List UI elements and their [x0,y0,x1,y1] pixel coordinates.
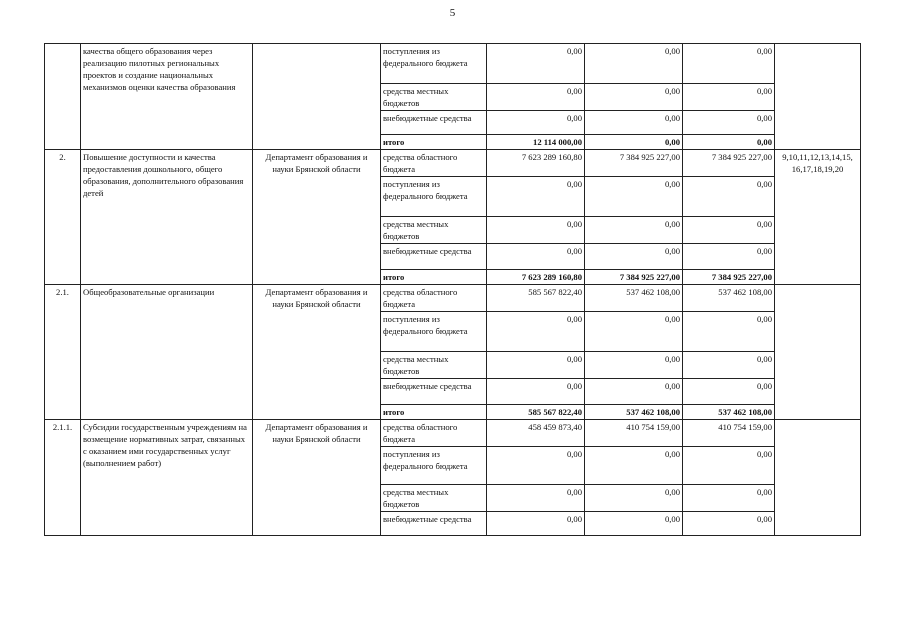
amount-year-3: 0,00 [683,135,775,150]
item-department: Департамент образования и науки Брянской области [253,150,381,285]
funding-source: итого [381,135,487,150]
amount-year-1: 0,00 [487,379,585,405]
amount-year-2: 0,00 [585,352,683,379]
amount-year-2: 0,00 [585,111,683,135]
item-targets [775,420,861,536]
funding-source: средства областного бюджета [381,150,487,177]
amount-year-1: 585 567 822,40 [487,405,585,420]
amount-year-1: 458 459 873,40 [487,420,585,447]
amount-year-3: 0,00 [683,352,775,379]
funding-source: внебюджетные средства [381,244,487,270]
amount-year-2: 0,00 [585,177,683,217]
amount-year-3: 0,00 [683,44,775,84]
amount-year-2: 0,00 [585,379,683,405]
amount-year-3: 410 754 159,00 [683,420,775,447]
amount-year-1: 0,00 [487,485,585,512]
funding-source: средства областного бюджета [381,420,487,447]
amount-year-3: 7 384 925 227,00 [683,150,775,177]
funding-source: итого [381,405,487,420]
table-row [45,44,861,84]
amount-year-3: 537 462 108,00 [683,405,775,420]
amount-year-1: 0,00 [487,84,585,111]
amount-year-2: 537 462 108,00 [585,405,683,420]
amount-year-2: 0,00 [585,447,683,485]
amount-year-2: 0,00 [585,512,683,536]
item-department: Департамент образования и науки Брянской области [253,420,381,536]
item-number: 2.1.1. [45,420,81,536]
amount-year-3: 0,00 [683,177,775,217]
amount-year-1: 7 623 289 160,80 [487,150,585,177]
item-name: качества общего образования через реализацию пилотных региональных проектов и создание национальных механизмов оценки качества образования [81,44,253,150]
funding-source: поступления из федерального бюджета [381,447,487,485]
amount-year-3: 0,00 [683,111,775,135]
funding-source: поступления из федерального бюджета [381,177,487,217]
amount-year-2: 410 754 159,00 [585,420,683,447]
amount-year-3: 0,00 [683,379,775,405]
amount-year-1: 0,00 [487,312,585,352]
item-targets [775,285,861,420]
amount-year-3: 537 462 108,00 [683,285,775,312]
amount-year-1: 0,00 [487,111,585,135]
item-number [45,44,81,150]
amount-year-1: 12 114 000,00 [487,135,585,150]
table-row [45,420,861,447]
funding-source: поступления из федерального бюджета [381,44,487,84]
amount-year-2: 0,00 [585,485,683,512]
amount-year-3: 7 384 925 227,00 [683,270,775,285]
funding-source: средства местных бюджетов [381,485,487,512]
amount-year-1: 585 567 822,40 [487,285,585,312]
amount-year-1: 0,00 [487,217,585,244]
amount-year-3: 0,00 [683,447,775,485]
item-department: Департамент образования и науки Брянской области [253,285,381,420]
amount-year-1: 0,00 [487,177,585,217]
funding-source: внебюджетные средства [381,512,487,536]
amount-year-2: 7 384 925 227,00 [585,150,683,177]
amount-year-1: 0,00 [487,512,585,536]
page-number: 5 [449,7,456,19]
amount-year-2: 537 462 108,00 [585,285,683,312]
amount-year-1: 0,00 [487,447,585,485]
item-number: 2. [45,150,81,285]
amount-year-3: 0,00 [683,244,775,270]
funding-source: средства местных бюджетов [381,352,487,379]
table-row [45,150,861,177]
amount-year-1: 0,00 [487,244,585,270]
amount-year-2: 0,00 [585,84,683,111]
amount-year-3: 0,00 [683,485,775,512]
item-number: 2.1. [45,285,81,420]
amount-year-1: 0,00 [487,44,585,84]
funding-source: итого [381,270,487,285]
amount-year-2: 0,00 [585,135,683,150]
item-name: Повышение доступности и качества предоставления дошкольного, общего образования, дополнительного образования детей [81,150,253,285]
amount-year-3: 0,00 [683,312,775,352]
item-department [253,44,381,150]
funding-source: внебюджетные средства [381,111,487,135]
amount-year-2: 0,00 [585,312,683,352]
amount-year-3: 0,00 [683,512,775,536]
budget-table [44,43,861,536]
item-name: Субсидии государственным учреждениям на возмещение нормативных затрат, связанных с оказанием ими государственных услуг (выполнением работ) [81,420,253,536]
funding-source: поступления из федерального бюджета [381,312,487,352]
amount-year-2: 0,00 [585,44,683,84]
amount-year-1: 7 623 289 160,80 [487,270,585,285]
amount-year-3: 0,00 [683,84,775,111]
funding-source: средства местных бюджетов [381,84,487,111]
funding-source: средства областного бюджета [381,285,487,312]
amount-year-3: 0,00 [683,217,775,244]
amount-year-2: 7 384 925 227,00 [585,270,683,285]
amount-year-2: 0,00 [585,244,683,270]
amount-year-1: 0,00 [487,352,585,379]
item-targets [775,44,861,150]
funding-source: средства местных бюджетов [381,217,487,244]
table-row [45,285,861,312]
funding-source: внебюджетные средства [381,379,487,405]
item-targets: 9,10,11,12,13,14,15, 16,17,18,19,20 [775,150,861,285]
amount-year-2: 0,00 [585,217,683,244]
item-name: Общеобразовательные организации [81,285,253,420]
